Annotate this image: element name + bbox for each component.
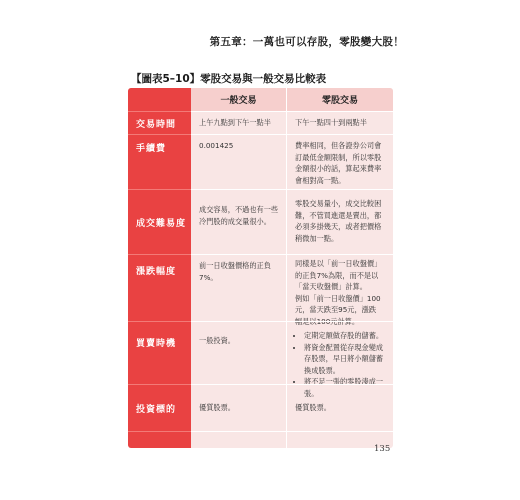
row-label-timing: 買賣時機 (128, 321, 191, 384)
cell-text: 會相對高一點。 (295, 175, 346, 185)
cell-text: 0.001425 (199, 141, 234, 150)
cell-text: 訂最低金額限制，所以零股 (295, 152, 382, 162)
cell-price-limit-odd-lot (287, 254, 393, 326)
cell-execution-regular (191, 189, 287, 254)
cell-text: 成交容易，不過也有一些 (199, 205, 279, 214)
cell-text: 前一日收盤價格的正負 (199, 261, 271, 270)
cell-text: 優質股票。 (199, 403, 235, 413)
cell-text: 元，當天跌至95元，漲跌 (295, 305, 377, 314)
cell-text: 金額很小的話，算起來費率 (295, 164, 382, 173)
cell-text: 費率相同，但各證券公司會 (295, 141, 382, 150)
cell-text: 難，不管買進還是賣出，都 (295, 210, 382, 220)
cell-text: 冷門股的成交量很小。 (199, 216, 271, 226)
cell-trading-time-odd-lot (287, 111, 393, 134)
cell-fee-odd-lot (287, 134, 393, 189)
cell-text: 一般投資。 (199, 336, 235, 345)
row-label-price-limit: 漲跌幅度 (128, 254, 191, 321)
table-footer-middle (191, 431, 287, 448)
cell-timing-odd-lot (287, 321, 393, 398)
list-item (304, 330, 387, 342)
cell-text: 優質股票。 (295, 403, 331, 413)
cell-text: 存股票，早日將小額儲蓄 (304, 354, 384, 363)
cell-text: 7%。 (199, 272, 218, 282)
cell-text: 必須多掛幾天，或者把價格 (295, 222, 382, 231)
cell-text: 同樣是以「前一日收盤價」 (295, 259, 382, 268)
cell-text: 幅是以100元計算。 (295, 316, 360, 326)
cell-text: 將資金配置從存現金變成 (304, 342, 384, 352)
cell-target-regular (191, 384, 287, 431)
cell-timing-regular (191, 321, 287, 384)
header-corner (128, 88, 191, 111)
row-label-investment-target: 投資標的 (128, 384, 191, 431)
column-header-odd-lot: 零股交易 (287, 88, 393, 111)
cell-target-odd-lot (287, 384, 393, 431)
table-footer-left (128, 431, 191, 448)
cell-text: 換成股票。 (304, 365, 340, 375)
cell-price-limit-regular (191, 254, 287, 321)
cell-text: 的正負7%為限，而不是以 (295, 270, 379, 280)
cell-execution-odd-lot (287, 189, 393, 254)
cell-text: 例如「前一日收盤價」100 (295, 293, 381, 303)
cell-text: 稍微加一點。 (295, 233, 339, 243)
cell-text: 將不足一張的零股湊成一 (304, 377, 384, 386)
page-number: 135 (374, 444, 391, 454)
row-label-trading-time: 交易時間 (128, 111, 191, 134)
cell-text: 零股交易量小，成交比較困 (295, 199, 382, 208)
cell-text: 上午九點到下午一點半 (199, 118, 271, 128)
list-item (304, 342, 387, 377)
comparison-table (128, 88, 393, 448)
column-header-regular: 一般交易 (191, 88, 287, 111)
cell-fee-regular (191, 134, 287, 189)
chapter-header: 第五章：一萬也可以存股，零股變大股！ (209, 36, 404, 48)
cell-text: 張。 (304, 388, 319, 398)
row-label-execution-difficulty: 成交難易度 (128, 189, 191, 254)
figure-title: 【圖表5–10】零股交易與一般交易比較表 (131, 73, 327, 85)
cell-text: 下午一點四十到兩點半 (295, 118, 367, 128)
row-label-fee: 手續費 (128, 134, 191, 189)
cell-text: 「當天收盤價」計算。 (295, 282, 367, 291)
cell-text: 定期定額做存股的儲蓄。 (304, 331, 384, 340)
cell-trading-time-regular (191, 111, 287, 134)
